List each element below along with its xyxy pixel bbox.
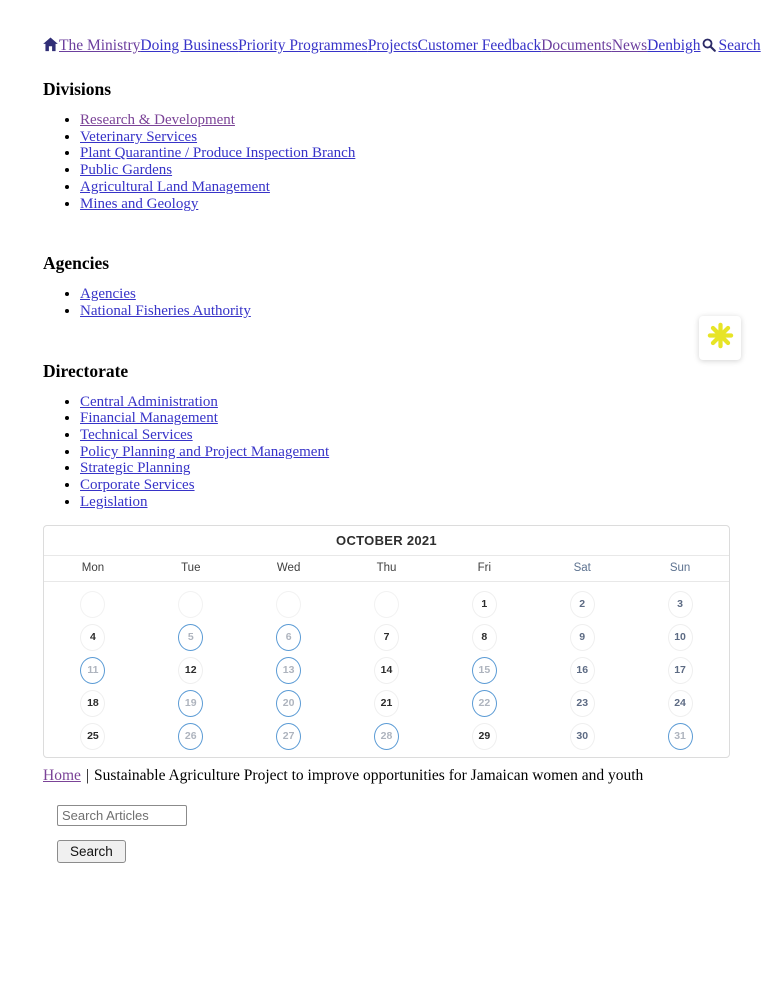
article-search-button[interactable]: Search <box>57 840 126 863</box>
nav-search-link[interactable] <box>701 37 761 54</box>
calendar-day[interactable]: 4 <box>44 621 142 654</box>
calendar-day[interactable]: 9 <box>533 621 631 654</box>
calendar-day[interactable]: 6 <box>240 621 338 654</box>
list-item <box>80 179 730 196</box>
link-research-development[interactable]: Research & Development <box>80 112 235 128</box>
list-item <box>80 427 730 444</box>
calendar-day[interactable]: 30 <box>533 720 631 753</box>
list-item <box>80 129 730 146</box>
list-item <box>80 494 730 511</box>
page-title: Sustainable Agriculture Project to improve opportunities for Jamaican women and youth <box>94 766 644 784</box>
calendar-day[interactable]: 23 <box>533 687 631 720</box>
calendar-day-empty <box>240 588 338 621</box>
nav-link-documents[interactable]: Documents <box>541 37 612 54</box>
day-header-sat: Sat <box>573 562 591 575</box>
list-item <box>80 303 730 320</box>
list-item <box>80 460 730 477</box>
events-calendar <box>43 525 730 758</box>
article-search-area <box>43 805 730 863</box>
calendar-day[interactable]: 14 <box>338 654 436 687</box>
day-header-thu: Thu <box>376 562 397 575</box>
link-strategic-planning[interactable]: Strategic Planning <box>80 460 191 477</box>
home-icon <box>43 39 58 56</box>
search-icon <box>702 38 716 57</box>
calendar-day[interactable]: 20 <box>240 687 338 720</box>
calendar-day[interactable]: 7 <box>338 621 436 654</box>
calendar-day[interactable]: 21 <box>338 687 436 720</box>
calendar-day-headers <box>44 556 729 582</box>
day-header-tue: Tue <box>181 562 201 575</box>
breadcrumb <box>43 767 730 785</box>
day-header-mon: Mon <box>81 562 105 575</box>
home-link[interactable]: Home <box>43 766 81 784</box>
divisions-list <box>43 112 730 212</box>
list-item <box>80 112 730 129</box>
home-icon-link[interactable] <box>43 37 58 57</box>
list-item <box>80 196 730 213</box>
day-header-fri: Fri <box>477 562 492 575</box>
link-public-gardens[interactable]: Public Gardens <box>80 162 173 179</box>
calendar-day[interactable]: 15 <box>435 654 533 687</box>
nav-link-projects[interactable]: Projects <box>367 37 418 54</box>
day-header-sun: Sun <box>669 562 691 575</box>
list-item <box>80 444 730 461</box>
nav-link-priority-programmes[interactable]: Priority Programmes <box>238 37 368 54</box>
top-nav <box>43 36 761 57</box>
link-veterinary-services[interactable]: Veterinary Services <box>80 128 198 145</box>
calendar-day[interactable]: 5 <box>142 621 240 654</box>
article-search-input[interactable] <box>57 805 187 826</box>
breadcrumb-separator: | <box>85 766 89 784</box>
calendar-day[interactable]: 22 <box>435 687 533 720</box>
calendar-day[interactable]: 1 <box>435 588 533 621</box>
list-item <box>80 477 730 494</box>
nav-link-the-ministry[interactable]: The Ministry <box>59 37 141 54</box>
nav-link-customer-feedback[interactable]: Customer Feedback <box>417 37 542 54</box>
calendar-day[interactable]: 29 <box>435 720 533 753</box>
calendar-day[interactable]: 2 <box>533 588 631 621</box>
calendar-day[interactable]: 13 <box>240 654 338 687</box>
calendar-day[interactable]: 12 <box>142 654 240 687</box>
nav-link-denbigh[interactable]: Denbigh <box>647 37 701 54</box>
calendar-grid <box>44 582 729 757</box>
calendar-day[interactable]: 18 <box>44 687 142 720</box>
calendar-day-empty <box>142 588 240 621</box>
nav-link-news[interactable]: News <box>611 37 648 54</box>
calendar-day[interactable]: 28 <box>338 720 436 753</box>
nav-link-doing-business[interactable]: Doing Business <box>140 37 239 54</box>
calendar-day-empty <box>338 588 436 621</box>
list-item <box>80 286 730 303</box>
link-plant-quarantine[interactable]: Plant Quarantine / Produce Inspection Branch <box>80 145 356 162</box>
link-mines-and-geology[interactable]: Mines and Geology <box>80 195 199 212</box>
day-header-wed: Wed <box>276 562 301 575</box>
list-item <box>80 410 730 427</box>
section-title-directorate: Directorate <box>43 360 129 381</box>
calendar-day[interactable]: 25 <box>44 720 142 753</box>
calendar-day[interactable]: 11 <box>44 654 142 687</box>
calendar-day[interactable]: 19 <box>142 687 240 720</box>
link-legislation[interactable]: Legislation <box>80 493 148 510</box>
accessibility-widget-button[interactable] <box>699 316 741 360</box>
asterisk-icon <box>707 322 734 354</box>
calendar-day[interactable]: 8 <box>435 621 533 654</box>
directorate-list <box>43 394 730 511</box>
list-item <box>80 394 730 411</box>
link-agricultural-land-management[interactable]: Agricultural Land Management <box>80 178 270 195</box>
calendar-day[interactable]: 16 <box>533 654 631 687</box>
list-item <box>80 145 730 162</box>
section-title-divisions: Divisions <box>43 79 112 99</box>
calendar-day[interactable]: 27 <box>240 720 338 753</box>
calendar-month-title: OCTOBER 2021 <box>44 526 729 556</box>
calendar-day-empty <box>44 588 142 621</box>
link-central-administration[interactable]: Central Administration <box>80 393 218 410</box>
link-financial-management[interactable]: Financial Management <box>80 410 218 427</box>
link-policy-planning-project-management[interactable]: Policy Planning and Project Management <box>80 443 330 460</box>
calendar-day[interactable]: 31 <box>631 720 729 753</box>
link-technical-services[interactable]: Technical Services <box>80 427 193 444</box>
agencies-list <box>43 286 730 319</box>
calendar-day[interactable]: 24 <box>631 687 729 720</box>
calendar-day[interactable]: 3 <box>631 588 729 621</box>
list-item <box>80 162 730 179</box>
nav-search-label: Search <box>718 37 761 54</box>
calendar-day[interactable]: 10 <box>631 621 729 654</box>
link-agencies[interactable]: Agencies <box>80 286 136 303</box>
calendar-day[interactable]: 26 <box>142 720 240 753</box>
calendar-day[interactable]: 17 <box>631 654 729 687</box>
link-corporate-services[interactable]: Corporate Services <box>80 477 195 494</box>
link-national-fisheries-authority[interactable]: National Fisheries Authority <box>80 302 251 319</box>
section-title-agencies: Agencies <box>43 253 110 274</box>
